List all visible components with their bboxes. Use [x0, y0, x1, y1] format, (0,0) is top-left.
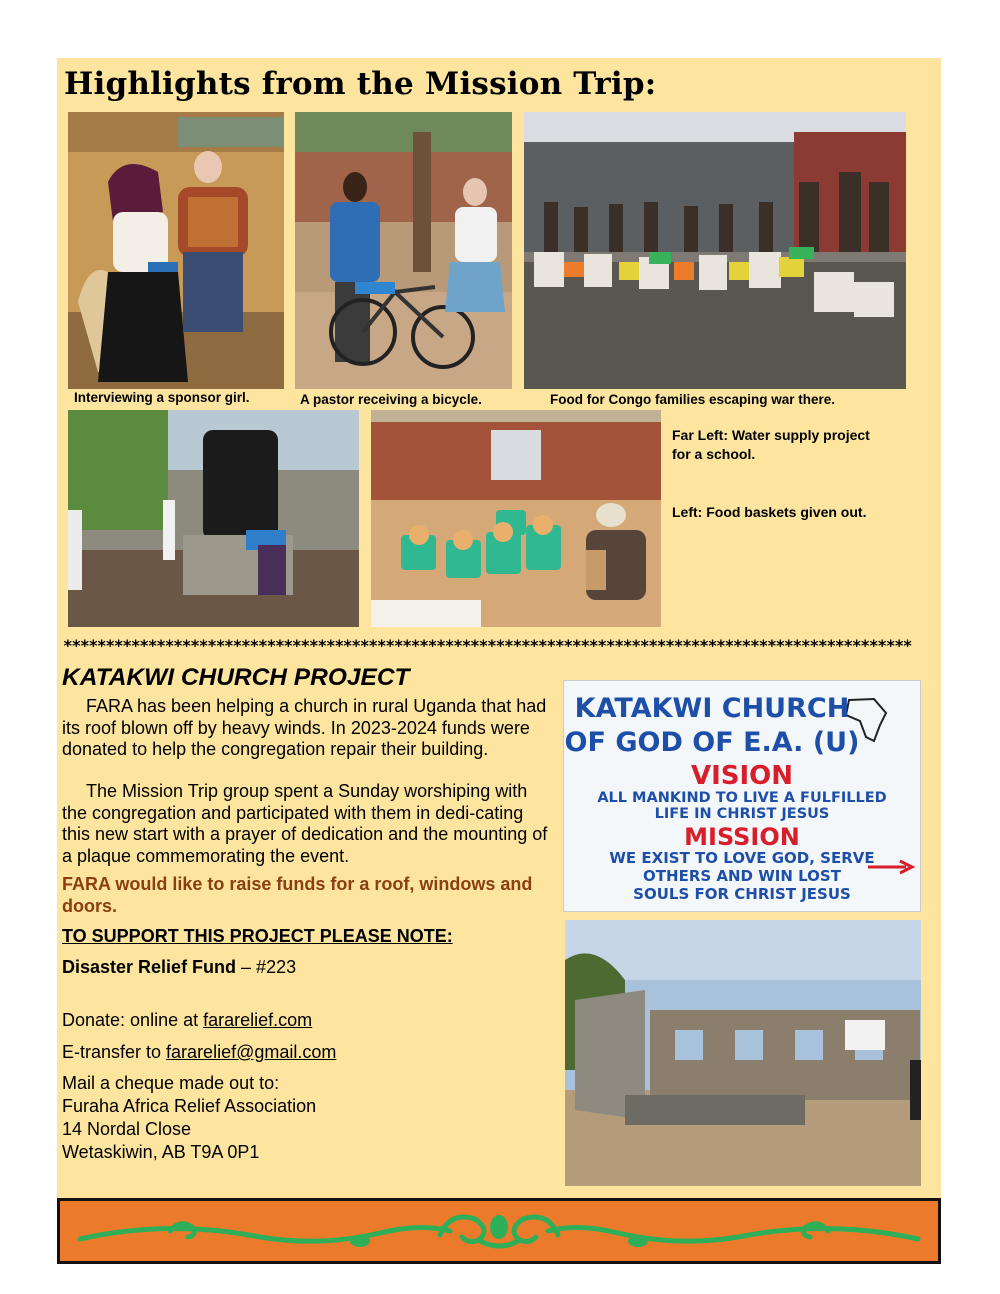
mail-instruction: Mail a cheque made out to: [62, 1073, 280, 1093]
project-title: KATAKWI CHURCH PROJECT [62, 664, 410, 691]
etransfer-line [62, 1042, 336, 1063]
city-address: Wetaskiwin, AB T9A 0P1 [62, 1142, 260, 1162]
caption-pastor-bicycle: A pastor receiving a bicycle. [300, 392, 482, 407]
fund-name: Disaster Relief Fund [62, 957, 237, 977]
arrow-right-icon [866, 859, 918, 875]
sign-mission-line-2: OTHERS AND WIN LOST [643, 867, 841, 885]
donate-label: Donate: online at [62, 1010, 204, 1030]
green-scroll-ornament-icon [60, 1201, 938, 1261]
photo-food-baskets [371, 410, 661, 627]
divider-stars: **************************************************************************************************** [63, 636, 912, 655]
sign-line-1: KATAKWI CHURCH [574, 693, 850, 724]
relief-fund [62, 957, 296, 978]
org-name: Furaha Africa Relief Association [62, 1096, 317, 1116]
newsletter-page [57, 58, 941, 1264]
church-sign-photo [563, 680, 921, 912]
note-water-line2: for a school. [672, 446, 756, 462]
fara-goal: FARA would like to raise funds for a roof, windows and doors. [62, 874, 533, 916]
photo-pastor-bicycle [295, 112, 512, 389]
etransfer-label: E-transfer to [62, 1042, 167, 1062]
sign-vision-line-1: ALL MANKIND TO LIVE A FULFILLED [597, 790, 887, 806]
photo-water-supply [68, 410, 359, 627]
sign-mission-line-1: WE EXIST TO LOVE GOD, SERVE [609, 849, 875, 867]
mailing-address [62, 1072, 316, 1164]
etransfer-email-link[interactable]: fararelief@gmail.com [166, 1042, 337, 1062]
donate-line [62, 1010, 312, 1031]
sign-mission-heading: MISSION [684, 823, 800, 851]
project-paragraph-2: The Mission Trip group spent a Sunday worshiping with the congregation and participated with them in dedi-cating this new start with a prayer of dedication and the mounting of a plaque commemorating the event. [62, 781, 548, 866]
photo-congo-food [524, 112, 906, 389]
fund-number: – #223 [236, 957, 297, 977]
sign-vision-heading: VISION [690, 761, 794, 791]
footer-decorative-band [57, 1198, 941, 1264]
note-food-baskets: Left: Food baskets given out. [672, 504, 867, 520]
caption-congo-food: Food for Congo families escaping war there. [550, 392, 836, 407]
sign-vision-line-2: LIFE IN CHRIST JESUS [654, 806, 830, 822]
sign-line-2: OF GOD OF E.A. (U) [564, 727, 860, 758]
photo-sponsor-interview [68, 112, 284, 389]
note-water-line1: Far Left: Water supply project [672, 427, 870, 443]
page-title: Highlights from the Mission Trip: [64, 66, 657, 102]
donate-link[interactable]: fararelief.com [203, 1010, 313, 1030]
photo-church-building [565, 920, 921, 1186]
project-paragraph-1: FARA has been helping a church in rural Uganda that had its roof blown off by heavy winds. In 2023-2024 funds were donated to help the congregation repair their building. [62, 696, 547, 759]
sign-mission-line-3: SOULS FOR CHRIST JESUS [633, 885, 851, 903]
support-heading: TO SUPPORT THIS PROJECT PLEASE NOTE: [62, 926, 453, 946]
street-address: 14 Nordal Close [62, 1119, 192, 1139]
caption-sponsor-interview: Interviewing a sponsor girl. [74, 390, 250, 405]
